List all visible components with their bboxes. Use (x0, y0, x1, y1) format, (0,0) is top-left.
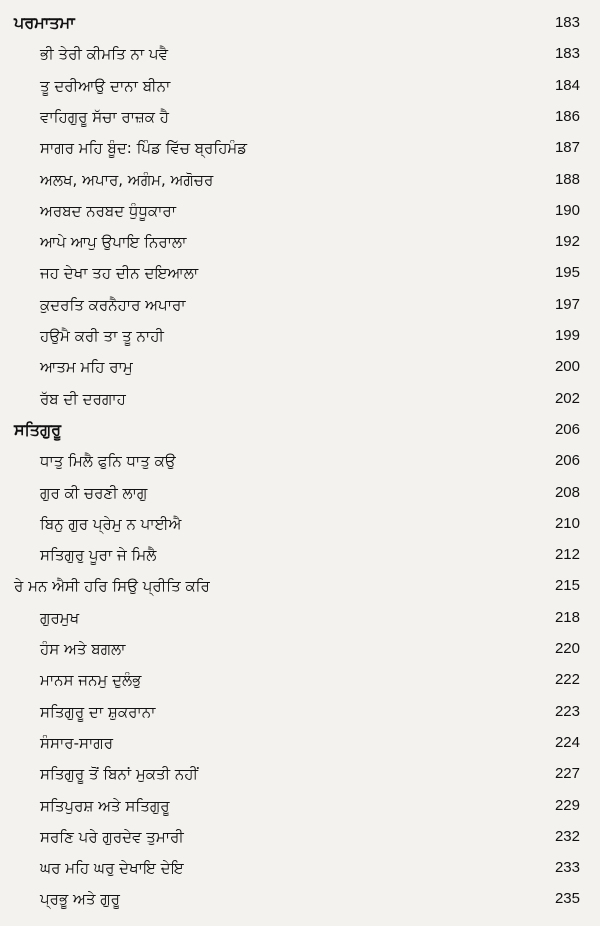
toc-entry-title: ਧਾਤੁ ਮਿਲੈ ਫੁਨਿ ਧਾਤੁ ਕਉ (40, 451, 176, 470)
toc-entry (0, 384, 600, 413)
toc-page-number: 186 (554, 107, 580, 125)
toc-entry-title: ਵਾਹਿਗੁਰੂ ਸੱਚਾ ਰਾਜ਼ਕ ਹੈ (40, 107, 169, 126)
toc-page-number: 220 (554, 639, 580, 657)
toc-entry (0, 697, 600, 726)
toc-page-number: 183 (554, 13, 580, 31)
toc-entry (0, 634, 600, 663)
toc-entry (0, 258, 600, 287)
toc-entry-title: ਤੂ ਦਰੀਆਉ ਦਾਨਾ ਬੀਨਾ (40, 76, 171, 95)
toc-page-number: 206 (554, 420, 580, 438)
toc-page-number: 187 (554, 138, 580, 156)
toc-entry (0, 791, 600, 820)
toc-entry (0, 603, 600, 632)
toc-entry-title: ਅਲਖ, ਅਪਾਰ, ਅਗੰਮ, ਅਗੋਚਰ (40, 170, 214, 189)
toc-page-number: 232 (554, 827, 580, 845)
toc-page-number: 212 (554, 545, 580, 563)
toc-entry (0, 352, 600, 381)
toc-page-number: 202 (554, 389, 580, 407)
toc-entry-title: ਆਤਮ ਮਹਿ ਰਾਮੁ (40, 357, 133, 376)
toc-entry-title: ਸਰਣਿ ਪਰੇ ਗੁਰਦੇਵ ਤੁਮਾਰੀ (40, 827, 184, 846)
toc-entry (0, 446, 600, 475)
toc-entry (0, 196, 600, 225)
toc-page-number: 197 (554, 295, 580, 313)
toc-entry (0, 290, 600, 319)
toc-page-number: 208 (554, 483, 580, 501)
toc-entry-title: ਬਿਨੁ ਗੁਰ ਪ੍ਰੇਮੁ ਨ ਪਾਈਐ (40, 514, 182, 533)
toc-entry-title: ਜਹ ਦੇਖਾ ਤਹ ਦੀਨ ਦਇਆਲਾ (40, 263, 199, 282)
toc-entry-title: ਸਤਿਗੁਰੁ ਪੂਰਾ ਜੇ ਮਿਲੈ (40, 545, 157, 564)
toc-page-number: 218 (554, 608, 580, 626)
toc-page-number: 224 (554, 733, 580, 751)
toc-entry (0, 822, 600, 851)
toc-entry-title: ਸਤਿਗੁਰੂ (14, 419, 62, 439)
toc-page-number: 195 (554, 263, 580, 281)
toc-entry-title: ਸਤਿਗੁਰੂ ਦਾ ਸ਼ੁਕਰਾਨਾ (40, 702, 156, 721)
toc-entry-title: ਰੇ ਮਨ ਐਸੀ ਹਰਿ ਸਿਉ ਪ੍ਰੀਤਿ ਕਰਿ (14, 576, 210, 595)
toc-entry (0, 884, 600, 913)
toc-entry-title: ਭੀ ਤੇਰੀ ਕੀਮਤਿ ਨਾ ਪਵੈ (40, 44, 168, 63)
toc-entry (0, 165, 600, 194)
toc-page-number: 210 (554, 514, 580, 532)
toc-entry (0, 853, 600, 882)
toc-entry-title: ਸਤਿਗੁਰੂ ਤੋਂ ਬਿਨਾਂ ਮੁਕਤੀ ਨਹੀਂ (40, 764, 198, 783)
toc-page-number: 184 (554, 76, 580, 94)
toc-entry (0, 102, 600, 131)
toc-entry (0, 540, 600, 569)
toc-page-number: 227 (554, 764, 580, 782)
toc-section-heading (0, 8, 600, 37)
toc-entry-title: ਸਾਗਰ ਮਹਿ ਬੂੰਦ: ਪਿੰਡ ਵਿੱਚ ਬ੍ਰਹਿਮੰਡ (40, 138, 248, 157)
toc-entry-title: ਕੁਦਰਤਿ ਕਰਨੈਹਾਰ ਅਪਾਰਾ (40, 295, 186, 314)
toc-entry (0, 759, 600, 788)
toc-entry-title: ਰੱਬ ਦੀ ਦਰਗਾਹ (40, 389, 126, 408)
toc-page-number: 233 (554, 858, 580, 876)
toc-entry (0, 227, 600, 256)
toc-entry-title: ਸਤਿਪੁਰਸ਼ ਅਤੇ ਸਤਿਗੁਰੂ (40, 796, 170, 815)
toc-page-number: 200 (554, 357, 580, 375)
toc-entry-title: ਪਰਮਾਤਮਾ (14, 12, 75, 32)
toc-page-number: 183 (554, 44, 580, 62)
toc-entry (0, 133, 600, 162)
toc-page-number: 215 (554, 576, 580, 594)
toc-entry (0, 321, 600, 350)
toc-entry (0, 665, 600, 694)
toc-page-number: 206 (554, 451, 580, 469)
toc-entry (0, 509, 600, 538)
toc-page-number: 199 (554, 326, 580, 344)
toc-entry (0, 728, 600, 757)
toc-entry-title: ਅਰਬਦ ਨਰਬਦ ਧੁੰਧੂਕਾਰਾ (40, 201, 177, 220)
toc-entry (0, 39, 600, 68)
toc-page-number: 188 (554, 170, 580, 188)
toc-page-number: 192 (554, 232, 580, 250)
toc-entry-title: ਮਾਨਸ ਜਨਮੁ ਦੁਲੰਭੁ (40, 670, 142, 689)
toc-entry-title: ਹਉਮੈ ਕਰੀ ਤਾ ਤੂ ਨਾਹੀ (40, 326, 164, 345)
toc-entry-title: ਪ੍ਰਭੂ ਅਤੇ ਗੁਰੂ (40, 889, 120, 908)
toc-page-number: 222 (554, 670, 580, 688)
toc-page-number: 190 (554, 201, 580, 219)
toc-page-number: 223 (554, 702, 580, 720)
toc-entry-title: ਹੰਸ ਅਤੇ ਬਗਲਾ (40, 639, 126, 658)
toc-entry-title: ਗੁਰ ਕੀ ਚਰਣੀ ਲਾਗੁ (40, 483, 148, 502)
toc-entry (0, 71, 600, 100)
toc-section-heading (0, 415, 600, 444)
toc-entry-title: ਆਪੇ ਆਪੁ ਉਪਾਇ ਨਿਰਾਲਾ (40, 232, 187, 251)
toc-entry (0, 571, 600, 600)
toc-page-number: 229 (554, 796, 580, 814)
toc-page-number: 235 (554, 889, 580, 907)
toc-entry (0, 478, 600, 507)
toc-entry-title: ਸੰਸਾਰ-ਸਾਗਰ (40, 733, 114, 752)
toc-entry-title: ਗੁਰਮੁਖ (40, 608, 80, 627)
toc-entry-title: ਘਰ ਮਹਿ ਘਰੁ ਦੇਖਾਇ ਦੇਇ (40, 858, 184, 877)
